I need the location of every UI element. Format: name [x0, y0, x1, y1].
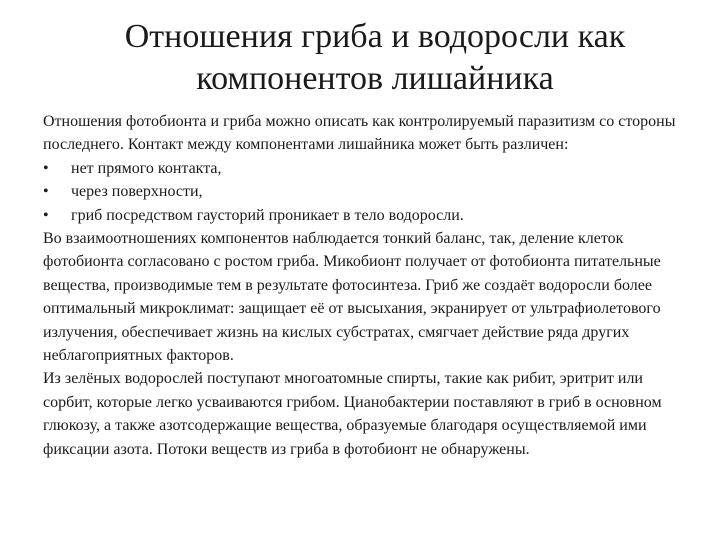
- bullet-icon: •: [43, 159, 49, 177]
- bullet-icon: •: [43, 183, 49, 201]
- substances-paragraph: Из зелёных водорослей поступают многоатомные спирты, такие как рибит, эритрит или сорбит, которые легко усваиваются грибом. Цианобактерии поставляют в гриб в основном глюкозу, а также азотсодержащие вещества, образуемые благодаря осуществляемой ими фиксации азота. Потоки веществ из гриба в фотобионт не обнаружены.: [43, 370, 662, 458]
- list-item-text: гриб посредством гаусторий проникает в тело водоросли.: [71, 206, 464, 224]
- list-item: [43, 180, 693, 203]
- list-item-text: через поверхности,: [71, 183, 203, 201]
- slide-title-line-2: компонентов лишайника: [196, 60, 554, 97]
- slide-body: [43, 110, 693, 461]
- slide-title: [60, 16, 690, 100]
- slide-title-line-1: Отношения гриба и водоросли как: [124, 18, 626, 55]
- contact-types-list: [43, 157, 693, 227]
- list-item: [43, 204, 693, 227]
- list-item: [43, 157, 693, 180]
- list-item-text: нет прямого контакта,: [71, 159, 222, 177]
- balance-paragraph: Во взаимоотношениях компонентов наблюдается тонкий баланс, так, деление клеток фотобионта согласовано с ростом гриба. Микобионт получает от фотобионта питательные вещества, производимые тем в результате фотосинтеза. Гриб же создаёт водоросли более оптимальный микроклимат: защищает её от высыхания, экранирует от ультрафиолетового излучения, обеспечивает жизнь на кислых субстратах, смягчает действие ряда других неблагоприятных факторов.: [43, 230, 661, 365]
- bullet-icon: •: [43, 206, 49, 224]
- intro-paragraph: Отношения фотобионта и гриба можно описать как контролируемый паразитизм со стороны последнего. Контакт между компонентами лишайника может быть различен:: [43, 113, 676, 154]
